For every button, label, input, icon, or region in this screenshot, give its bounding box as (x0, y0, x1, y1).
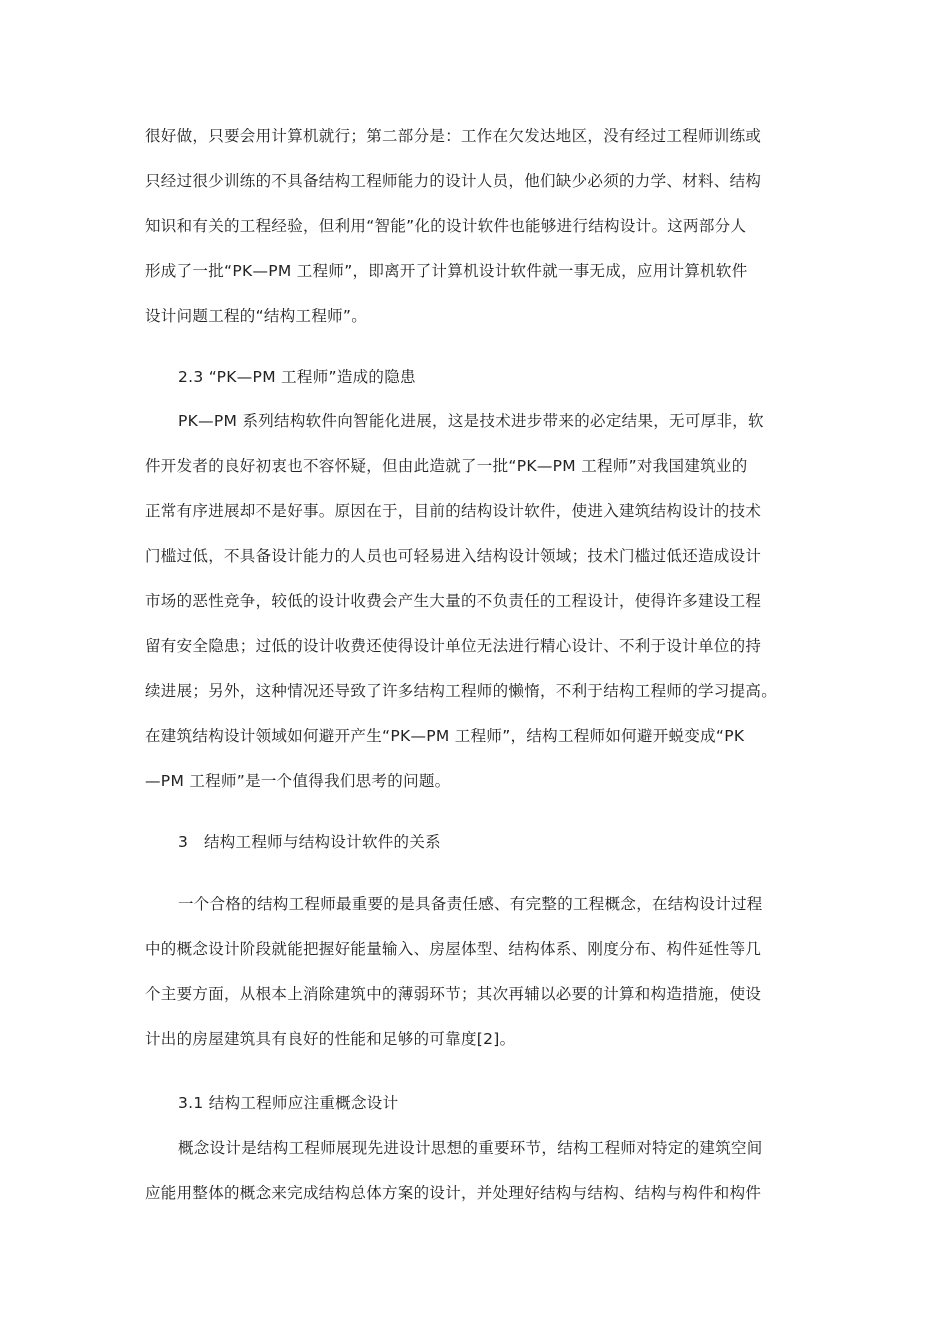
text-line: PK—PM 系列结构软件向智能化进展，这是技术进步带来的必定结果，无可厚非，软 (178, 412, 764, 430)
text-line: 门槛过低，不具备设计能力的人员也可轻易进入结构设计领域；技术门槛过低还造成设计 (145, 547, 762, 565)
text-line: 知识和有关的工程经验，但利用“智能”化的设计软件也能够进行结构设计。这两部分人 (145, 217, 747, 235)
text-line: 件开发者的良好初衷也不容怀疑，但由此造就了一批“PK—PM 工程师”对我国建筑业的 (145, 457, 748, 475)
text-line: 留有安全隐患；过低的设计收费还使得设计单位无法进行精心设计、不利于设计单位的持 (145, 637, 762, 655)
text-line: —PM 工程师”是一个值得我们思考的问题。 (145, 772, 451, 790)
text-line: 续进展；另外，这种情况还导致了许多结构工程师的懒惰，不利于结构工程师的学习提高。 (145, 682, 778, 700)
text-line: 中的概念设计阶段就能把握好能量输入、房屋体型、结构体系、刚度分布、构件延性等几 (145, 940, 762, 958)
text-line: 市场的恶性竞争，较低的设计收费会产生大量的不负责任的工程设计，使得许多建设工程 (145, 592, 762, 610)
section-heading-3: 3 结构工程师与结构设计软件的关系 (178, 833, 441, 851)
section-heading-2-3: 2.3 “PK—PM 工程师”造成的隐患 (178, 368, 416, 386)
text-line: 一个合格的结构工程师最重要的是具备责任感、有完整的工程概念，在结构设计过程 (178, 895, 763, 913)
text-line: 概念设计是结构工程师展现先进设计思想的重要环节，结构工程师对特定的建筑空间 (178, 1139, 763, 1157)
text-line: 形成了一批“PK—PM 工程师”，即离开了计算机设计软件就一事无成，应用计算机软件 (145, 262, 748, 280)
text-line: 很好做，只要会用计算机就行；第二部分是：工作在欠发达地区，没有经过工程师训练或 (145, 127, 762, 145)
text-line: 应能用整体的概念来完成结构总体方案的设计，并处理好结构与结构、结构与构件和构件 (145, 1184, 762, 1202)
text-line: 只经过很少训练的不具备结构工程师能力的设计人员，他们缺少必须的力学、材料、结构 (145, 172, 762, 190)
text-line: 个主要方面，从根本上消除建筑中的薄弱环节；其次再辅以必要的计算和构造措施，使设 (145, 985, 762, 1003)
text-line: 设计问题工程的“结构工程师”。 (145, 307, 368, 325)
text-line: 在建筑结构设计领域如何避开产生“PK—PM 工程师”，结构工程师如何避开蜕变成“PK (145, 727, 745, 745)
text-line: 计出的房屋建筑具有良好的性能和足够的可靠度[2]。 (145, 1030, 516, 1048)
section-heading-3-1: 3.1 结构工程师应注重概念设计 (178, 1094, 399, 1112)
text-line: 正常有序进展却不是好事。原因在于，目前的结构设计软件，使进入建筑结构设计的技术 (145, 502, 762, 520)
